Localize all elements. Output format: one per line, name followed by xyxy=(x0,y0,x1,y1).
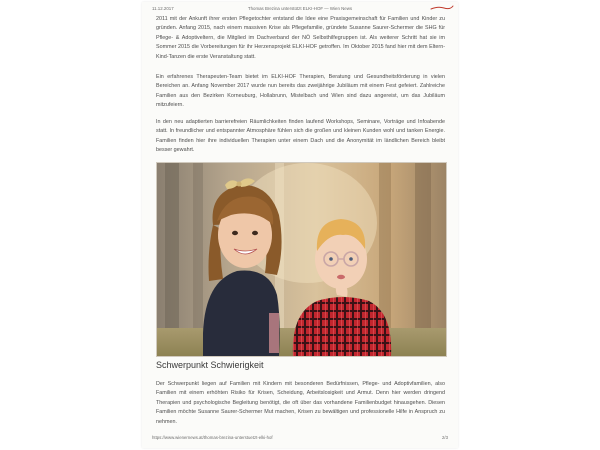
print-url: https://www.wienernews.at/thomas-brezina-unterstuetzt-elki-hof xyxy=(152,435,273,440)
section-heading: Schwerpunkt Schwierigkeit xyxy=(156,360,264,370)
print-title: Thomas Brezina unterstützt ELKI-HOF — Wien News xyxy=(247,6,353,11)
children-photo-image xyxy=(157,163,446,356)
article-photo xyxy=(156,162,447,357)
printed-page xyxy=(142,2,458,448)
print-date: 11.12.2017 xyxy=(152,6,174,11)
print-footer xyxy=(152,435,448,443)
article-paragraph-3: In den neu adaptierten barrierefreien Räumlichkeiten finden laufend Workshops, Seminare, Vorträge und Infoabende statt. In freundlicher und entspannter Atmosphäre fühlen sich die großen und kleinen Kunden wohl und tanken Energie. Familien finden hier ihre individuellen Therapien unter einem Dach und die Anonymität im ländlichen Bereich bleibt besser gewahrt. xyxy=(156,119,445,154)
print-header xyxy=(152,6,448,14)
article-paragraph-1: 2011 mit der Ankunft ihrer ersten Pflegetochter entstand die Idee eine Praxisgemeinschaft für Familien und Kinder zu gründen. Anfang 2015, nach einem massiven Krise als Pflegefamilie, gründete Susanne Saurer-Schermer die SHG für Pflege- & Adoptiveltern, die Mitglied im Dachverband der NÖ Selbsthilfegruppen ist. Als weiterer Schritt hat sie im Sommer 2015 die Vorbereitungen für ihr Herzensprojekt ELKI-HOF getroffen. Im Oktober 2015 fand hier mit dem Eltern-Kind-Tanzen die erste Veranstaltung statt. xyxy=(156,16,445,60)
article-paragraph-2: Ein erfahrenes Therapeuten-Team bietet im ELKI-HOF Therapien, Beratung und Gesundheitsförderung in vielen Bereichen an. Anfang November 2017 wurde nun bereits das zweijährige Jubiläum mit einem Fest gefeiert. Zahlreiche Familien aus den Bezirken Korneuburg, Hollabrunn, Mistelbach und Wien sind dazu angereist, um das Jubiläum mitzufeiern. xyxy=(156,74,445,109)
article-paragraph-4: Der Schwerpunkt liegen auf Familien mit Kindern mit besonderen Bedürfnissen, Pflege- und Adoptivfamilien, also Familien mit einem erhöhten Risiko für Krisen, Scheidung, Arbeitslosigkeit und Armut. Denn hier werden dringend Therapien und psychologische Begleitung benötigt, die oft über das vorhandene Familienbudget hinausgehen. Diesen Familien möchte Susanne Saurer-Schermer Mut machen, Krisen zu bewältigen und professionelle Hilfe in Anspruch zu nehmen. xyxy=(156,381,445,425)
pen-mark-icon xyxy=(430,5,454,11)
page-number: 2/3 xyxy=(442,435,448,440)
